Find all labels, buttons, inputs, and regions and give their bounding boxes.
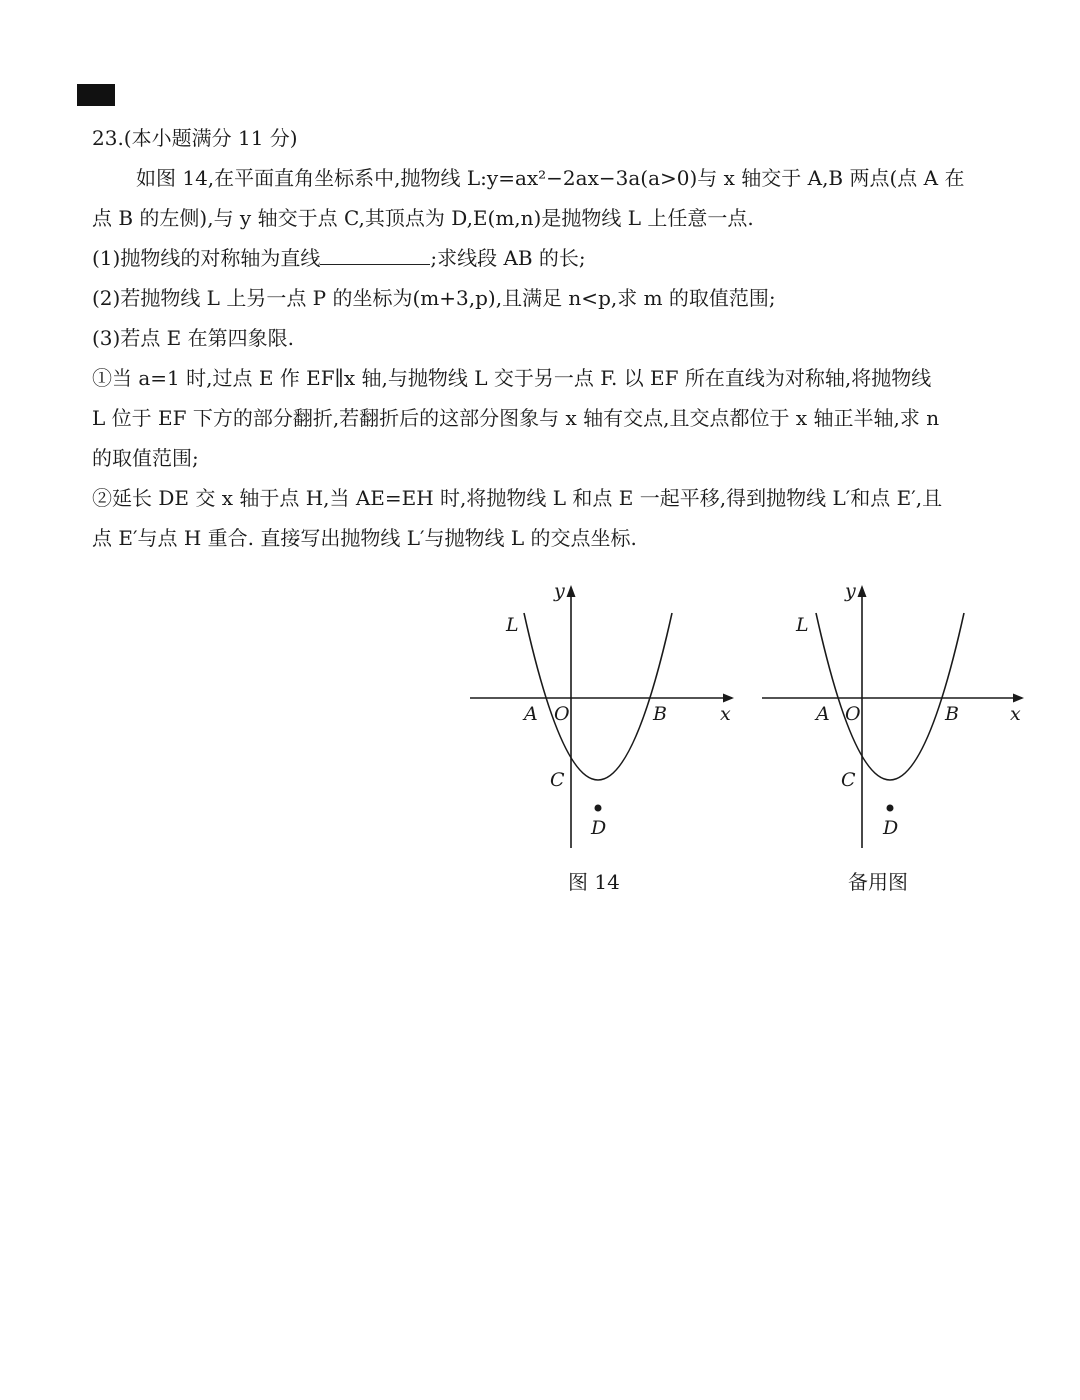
part-3: (3)若点 E 在第四象限. bbox=[92, 326, 295, 350]
label-a: A bbox=[816, 703, 830, 725]
part-1-suffix: ;求线段 AB 的长; bbox=[430, 246, 586, 270]
label-y: y bbox=[845, 580, 856, 602]
part-1 bbox=[92, 238, 1042, 278]
emphasis-dotted-word: 直接 • • bbox=[260, 518, 300, 558]
label-y: y bbox=[554, 580, 565, 602]
sub-question-2-suffix: 写出抛物线 L′与抛物线 L 的交点坐标. bbox=[300, 526, 637, 550]
label-origin: O bbox=[845, 703, 861, 725]
sub-question-1-line-3: 的取值范围; bbox=[92, 446, 199, 470]
intro-line-2: 点 B 的左侧),与 y 轴交于点 C,其顶点为 D,E(m,n)是抛物线 L 上任意一点. bbox=[92, 206, 754, 230]
label-l: L bbox=[506, 614, 519, 636]
figure-14-caption: 图 14 bbox=[568, 870, 620, 894]
label-origin: O bbox=[554, 703, 570, 725]
spare-figure-graph bbox=[752, 570, 1042, 860]
x-axis-arrow bbox=[1013, 694, 1024, 703]
label-c: C bbox=[841, 769, 856, 791]
intro-line-1: 如图 14,在平面直角坐标系中,抛物线 L:y=ax²−2ax−3a(a>0)与 x 轴交于 A,B 两点(点 A 在 bbox=[136, 166, 965, 190]
question-header: 23.(本小题满分 11 分) bbox=[92, 126, 298, 150]
label-x: x bbox=[1010, 703, 1021, 725]
spare-figure-caption: 备用图 bbox=[848, 870, 908, 894]
y-axis-arrow bbox=[858, 585, 867, 597]
label-d: D bbox=[883, 817, 899, 839]
label-x: x bbox=[720, 703, 731, 725]
label-c: C bbox=[550, 769, 565, 791]
sub-question-1-line-2: L 位于 EF 下方的部分翻折,若翻折后的这部分图象与 x 轴有交点,且交点都位于 x 轴正半轴,求 n bbox=[92, 406, 940, 430]
sub-question-1-line-1: ①当 a=1 时,过点 E 作 EF∥x 轴,与抛物线 L 交于另一点 F. 以 EF 所在直线为对称轴,将抛物线 bbox=[92, 366, 932, 390]
black-tab-mark bbox=[77, 84, 115, 106]
part-2: (2)若抛物线 L 上另一点 P 的坐标为(m+3,p),且满足 n<p,求 m 的取值范围; bbox=[92, 286, 776, 310]
sub-question-2-prefix: 点 E′与点 H 重合. bbox=[92, 526, 261, 550]
vertex-point bbox=[595, 805, 602, 812]
answer-blank[interactable] bbox=[320, 242, 430, 265]
sub-question-2-line-1: ②延长 DE 交 x 轴于点 H,当 AE=EH 时,将抛物线 L 和点 E 一起平移,得到抛物线 L′和点 E′,且 bbox=[92, 486, 943, 510]
label-d: D bbox=[591, 817, 607, 839]
figure-14-graph bbox=[460, 570, 750, 860]
parabola-curve bbox=[524, 613, 672, 780]
label-l: L bbox=[796, 614, 809, 636]
parabola-curve bbox=[816, 613, 964, 780]
part-1-prefix: (1)抛物线的对称轴为直线 bbox=[92, 246, 321, 270]
problem-text bbox=[92, 118, 1042, 558]
x-axis-arrow bbox=[723, 694, 734, 703]
sub-question-2-line-2 bbox=[92, 518, 1042, 558]
label-a: A bbox=[524, 703, 538, 725]
label-b: B bbox=[945, 703, 959, 725]
label-b: B bbox=[653, 703, 667, 725]
vertex-point bbox=[887, 805, 894, 812]
y-axis-arrow bbox=[567, 585, 576, 597]
